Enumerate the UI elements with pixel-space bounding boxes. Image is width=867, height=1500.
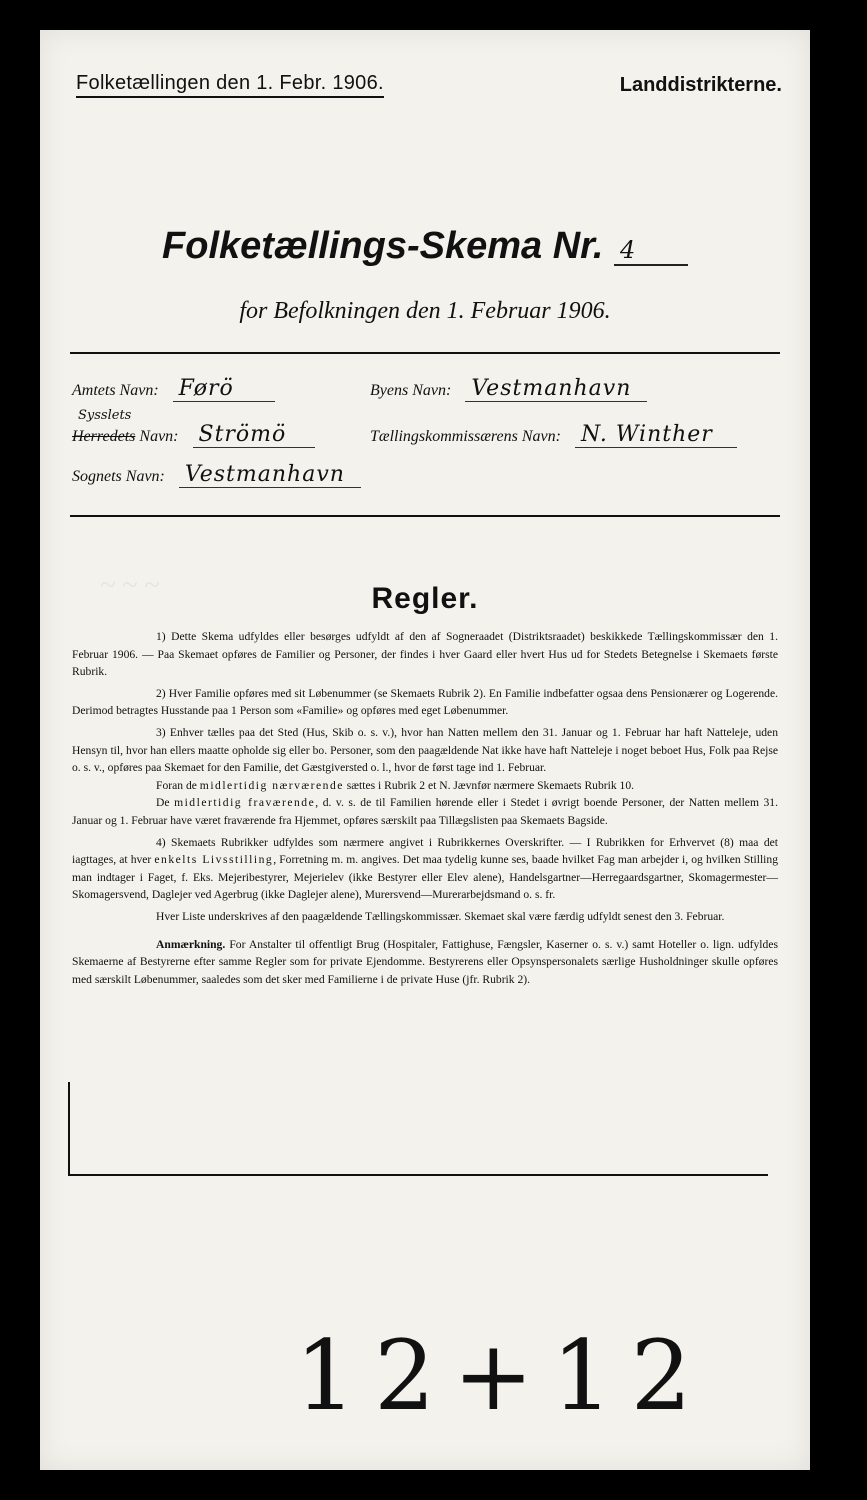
top-divider [70, 352, 780, 354]
rule-4-pre: 4) Skemaets Rubrikker udfyldes som nærmere angivet i Rubrikkernes Overskrifter. — I Rubrikken for Erhvervet (8) maa det iagttages, at hver [72, 835, 778, 867]
note-bracket-left [68, 1082, 70, 1174]
rule-3b [72, 777, 778, 795]
rule-3c-post: , d. v. s. de til Familien hørende eller i Stedet i øvrigt boende Personer, der Natten mellem 31. Januar og 1. Februar have været fraværende fra Hjemmet, opføres særskilt paa Tillægslisten paa Skemaets Bagside. [72, 796, 778, 827]
bottom-divider [70, 515, 780, 517]
rule-2: 2) Hver Familie opføres med sit Løbenummer (se Skemaets Rubrik 2). En Familie indbefatter ogsaa dens Pensionærer og Logerende. Derimod betragtes Husstande paa 1 Person som «Familie» og opføres med eget Løbenummer. [72, 686, 778, 718]
note-label: Anmærkning. [156, 937, 226, 951]
herred-value: Strömö [193, 422, 315, 448]
kommissaer-label: Tællingskommissærens Navn: [370, 428, 561, 445]
rule-3b-pre: Foran de [156, 778, 197, 792]
rule-3b-post: sættes i Rubrik 2 et N. Jævnfør nærmere Skemaets Rubrik 10. [346, 778, 635, 792]
sogn-label: Sognets Navn: [72, 468, 165, 485]
sogn-value: Vestmanhavn [179, 462, 361, 488]
kommissaer-value: N. Winther [575, 422, 737, 448]
rule-3b-spaced: midlertidig nærværende [199, 778, 344, 792]
form-subtitle: for Befolkningen den 1. Februar 1906. [239, 298, 611, 324]
sogn-field [72, 462, 361, 488]
rule-3c [72, 794, 778, 829]
herred-field [72, 422, 315, 448]
note-bracket-bottom [68, 1174, 768, 1176]
rule-3: 3) Enhver tælles paa det Sted (Hus, Skib o. s. v.), hvor han Natten mellem den 31. Januar og 1. Februar har haft Natteleje, uden Hensyn til, hvor han ellers maatte opholde sig eller bo. Personer, som den paagældende Nat ikke have haft Natteleje i noget beboet Hus, Folk paa Rejse o. s. v., opføres paa Skemaet for den Familie, det Gæstgiversted o. l., hvor de først tage ind 1. Februar. [72, 725, 778, 775]
rule-4-spaced: enkelts Livsstilling [154, 853, 274, 867]
rule-4 [72, 834, 778, 904]
kommissaer-field [370, 422, 737, 448]
herred-label-struck: Herredets [72, 428, 136, 445]
amt-value: Førö [173, 376, 275, 402]
handwritten-count: 12+12 [295, 1320, 710, 1432]
rules-body [72, 628, 778, 992]
header-census-date: Folketællingen den 1. Febr. 1906. [76, 72, 384, 98]
by-label: Byens Navn: [370, 382, 452, 399]
note-text: For Anstalter til offentligt Brug (Hospitaler, Fattighuse, Fængsler, Kaserner o. s. v.) samt Hoteller o. lign. udfyldes Skemaerne af Bestyrerne efter samme Regler som for private Ejendomme. Bestyrerens eller Opsynspersonalets særlige Husholdninger skulle opføres med særskilt Løbenummer, saaledes som det sker med Familierne i de private Huse (jfr. Rubrik 2). [72, 937, 778, 986]
rule-4-post: , Forretning m. m. angives. Det maa tydelig kunne ses, baade hvilket Fag man arbejder i, og hvilken Stilling man indtager i Faget, f. Eks. Mejeribestyrer, Mejerielev (ikke Bestyrer eller Elev alene), Handelsgartner—Herregaardsgartner, Skomagermester—Skomagersvend, Daglejer ved Agerbrug (ikke Daglejer alene), Murersvend—Murerarbejdsmand o. s. fr. [72, 853, 778, 902]
by-value: Vestmanhavn [465, 376, 647, 402]
rules-heading: Regler. [371, 582, 479, 615]
herred-correction: Sysslets [78, 408, 132, 423]
rule-1: 1) Dette Skema udfyldes eller besørges udfyldt af den af Sogneraadet (Distriktsraadet) beskikkede Tællingskommissær den 1. Februar 1906. — Paa Skemaet opføres de Familier og Personer, der findes i hver Gaard eller hvert Hus ud for Stedets Betegnelse i Skemaets første Rubrik. [72, 630, 778, 679]
rule-5: Hver Liste underskrives af den paagældende Tællingskommissær. Skemaet skal være færdig udfyldt senest den 3. Februar. [156, 909, 725, 923]
herred-label: Navn: [139, 428, 179, 445]
form-title [40, 225, 810, 268]
rule-3c-spaced: midlertidig fraværende [174, 796, 316, 810]
rule-3c-pre: De [156, 796, 170, 810]
header-district-type: Landdistrikterne. [619, 74, 782, 96]
amt-label: Amtets Navn: [72, 382, 159, 399]
form-number: 4 [614, 236, 688, 266]
by-field [370, 376, 647, 402]
census-form-page [40, 30, 810, 1470]
form-title-text: Folketællings-Skema Nr. [162, 225, 604, 267]
amt-field [72, 376, 275, 402]
rule-note [72, 936, 778, 989]
bleed-through: ~ ~ ~ [100, 570, 160, 601]
